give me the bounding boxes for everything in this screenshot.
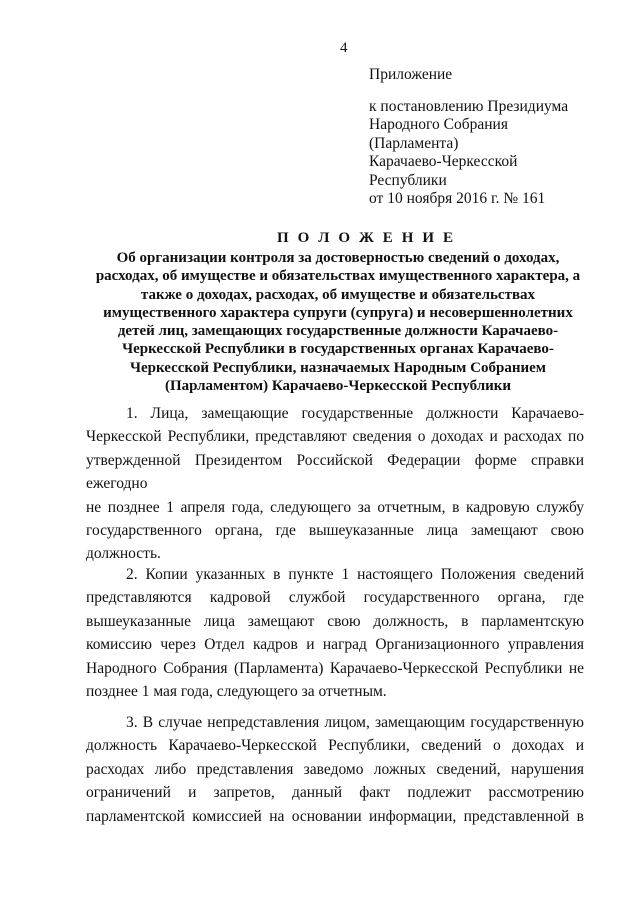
document-heading bbox=[86, 249, 590, 395]
paragraph-line: утвержденной Президентом Российской Федерации форме справки ежегодно bbox=[86, 451, 584, 493]
heading-line: имущественного характера супруги (супруга) и несовершеннолетних bbox=[103, 304, 573, 321]
heading-line: Черкесской Республики в государственных органах Карачаево- bbox=[122, 341, 554, 358]
document-title: П О Л О Ж Е Н И Е bbox=[277, 230, 456, 246]
paragraph-line: комиссию через Отдел кадров и наград Организационного управления bbox=[86, 636, 584, 654]
heading-line: Об организации контроля за достоверностью сведений о доходах, bbox=[116, 250, 560, 266]
paragraph-line: 1. Лица, замещающие государственные должности Карачаево- bbox=[126, 405, 584, 422]
appendix-line: (Парламента) bbox=[369, 134, 459, 152]
appendix-line: Народного Собрания bbox=[369, 116, 508, 133]
appendix-line: Карачаево-Черкесской bbox=[369, 153, 518, 170]
paragraph-line: позднее 1 мая года, следующего за отчетным. bbox=[86, 683, 387, 701]
paragraph-line: Черкесской Республики, представляют сведения о доходах и расходах по bbox=[86, 428, 584, 446]
appendix-date-number: от 10 ноября 2016 г. № 161 bbox=[369, 190, 546, 207]
heading-line: также о доходах, расходах, об имуществе и обязательствах bbox=[140, 286, 536, 303]
paragraph-line: ограничений и запретов, данный факт подлежит рассмотрению bbox=[86, 784, 584, 802]
paragraph-1 bbox=[86, 402, 584, 566]
paragraph-line: расходах либо представления заведомо ложных сведений, нарушения bbox=[86, 760, 584, 778]
paragraph-line: не позднее 1 апреля года, следующего за отчетным, в кадровую службу bbox=[86, 498, 584, 516]
page-number: 4 bbox=[340, 40, 348, 56]
heading-line: Черкесской Республики, назначаемых Народным Собранием bbox=[130, 359, 546, 376]
heading-line: детей лиц, замещающих государственные должности Карачаево- bbox=[117, 323, 559, 340]
appendix-label: Приложение bbox=[369, 66, 453, 83]
appendix-line: Республики bbox=[369, 171, 447, 189]
appendix-block bbox=[369, 66, 568, 209]
paragraph-line: Народного Собрания (Парламента) Карачаево-Черкесской Республики не bbox=[86, 659, 584, 677]
heading-line: расходах, об имуществе и обязательствах имущественного характера, а bbox=[95, 268, 581, 285]
appendix-line: к постановлению Президиума bbox=[369, 97, 569, 115]
paragraph-line: вышеуказанные лица замещают свою должность, в парламентскую bbox=[86, 612, 584, 630]
paragraph-line: представляются кадровой службой государственного органа, где bbox=[86, 589, 584, 607]
paragraph-line: должность. bbox=[86, 545, 161, 563]
paragraph-line: должность Карачаево-Черкесской Республики, сведений о доходах и bbox=[86, 737, 584, 755]
paragraph-line: государственного органа, где вышеуказанные лица замещают свою bbox=[86, 522, 584, 540]
paragraph-line: 3. В случае непредставления лицом, замещающим государственную bbox=[126, 714, 584, 731]
paragraph-line: парламентской комиссией на основании информации, представленной в bbox=[86, 807, 584, 825]
paragraph-2 bbox=[86, 563, 584, 703]
paragraph-3 bbox=[86, 711, 584, 828]
paragraph-line: 2. Копии указанных в пункте 1 настоящего Положения сведений bbox=[126, 566, 584, 583]
heading-line: (Парламентом) Карачаево-Черкесской Республики bbox=[164, 378, 512, 395]
